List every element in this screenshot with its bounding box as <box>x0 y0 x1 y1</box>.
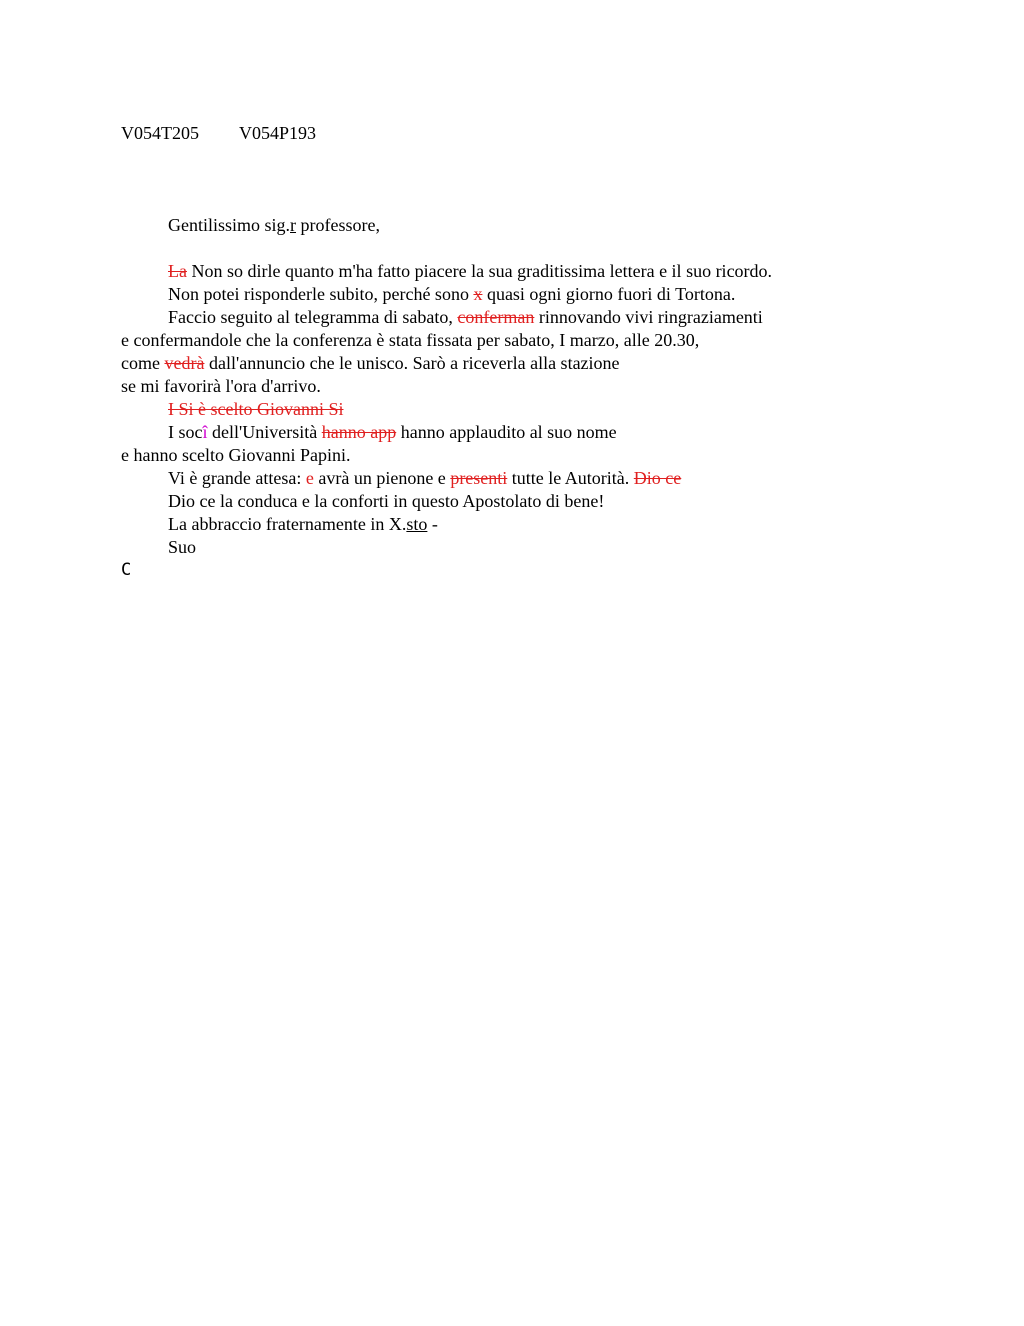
line-text: come <box>121 353 165 373</box>
line-text: se mi favorirà l'ora d'arrivo. <box>121 376 321 396</box>
closing-text: Suo <box>168 537 197 557</box>
line-text: dell'Università <box>207 422 322 442</box>
highlighted-char: î <box>202 422 208 442</box>
line-text: dall'annuncio che le unisco. Sarò a riceverla alla stazione <box>204 353 620 373</box>
document-header <box>121 122 316 144</box>
salutation-underlined: r <box>290 215 297 235</box>
deleted-text: Dio ce <box>633 468 682 488</box>
blank-line <box>121 237 881 260</box>
line-text: I soc <box>168 422 203 442</box>
line-text: hanno applaudito al suo nome <box>396 422 617 442</box>
line-text: avrà un pienone e <box>313 468 451 488</box>
letter-line-5 <box>121 352 881 375</box>
letter-line-4 <box>121 329 881 352</box>
line-text: - <box>427 514 438 534</box>
salutation-text-end: professore, <box>296 215 380 235</box>
letter-line-6 <box>121 375 881 398</box>
line-text: Vi è grande attesa: <box>168 468 306 488</box>
deleted-text: La <box>168 261 187 281</box>
salutation-line <box>121 214 881 237</box>
underlined-text: sto <box>406 514 428 534</box>
inserted-text: e <box>305 468 314 488</box>
line-text: tutte le Autorità. <box>507 468 634 488</box>
line-text: Faccio seguito al telegramma di sabato, <box>168 307 458 327</box>
line-text: Non potei risponderle subito, perché sono <box>168 284 474 304</box>
line-text: quasi ogni giorno fuori di Tortona. <box>482 284 736 304</box>
line-text: e hanno scelto Giovanni Papini. <box>121 445 351 465</box>
deleted-text: hanno app <box>321 422 397 442</box>
deleted-text: x <box>473 284 483 304</box>
letter-line-3 <box>121 306 881 329</box>
document-code-right: V054P193 <box>239 123 317 143</box>
line-text: La abbraccio fraternamente in X. <box>168 514 407 534</box>
deleted-text: vedrà <box>164 353 205 373</box>
letter-line-12 <box>121 513 881 536</box>
line-text: rinnovando vivi ringraziamenti <box>534 307 763 327</box>
letter-line-10 <box>121 467 881 490</box>
letter-line-1 <box>121 260 881 283</box>
closing-line <box>121 536 881 559</box>
letter-line-9 <box>121 444 881 467</box>
deleted-text: conferman <box>457 307 535 327</box>
letter-body <box>121 214 881 582</box>
document-code-left: V054T205 <box>121 123 199 143</box>
salutation-text: Gentilissimo sig. <box>168 215 291 235</box>
deleted-text: I Si è scelto Giovanni Si <box>168 399 344 419</box>
letter-line-11 <box>121 490 881 513</box>
letter-line-7 <box>121 398 881 421</box>
deleted-text: presenti <box>450 468 508 488</box>
letter-line-8 <box>121 421 881 444</box>
line-text: Dio ce la conduca e la conforti in questo Apostolato di bene! <box>168 491 605 511</box>
line-text: Non so dirle quanto m'ha fatto piacere la sua graditissima lettera e il suo ricordo. <box>186 261 773 281</box>
signature-initial: C <box>121 560 132 580</box>
line-text: e confermandole che la conferenza è stata fissata per sabato, I marzo, alle 20.30, <box>121 330 700 350</box>
letter-line-2 <box>121 283 881 306</box>
